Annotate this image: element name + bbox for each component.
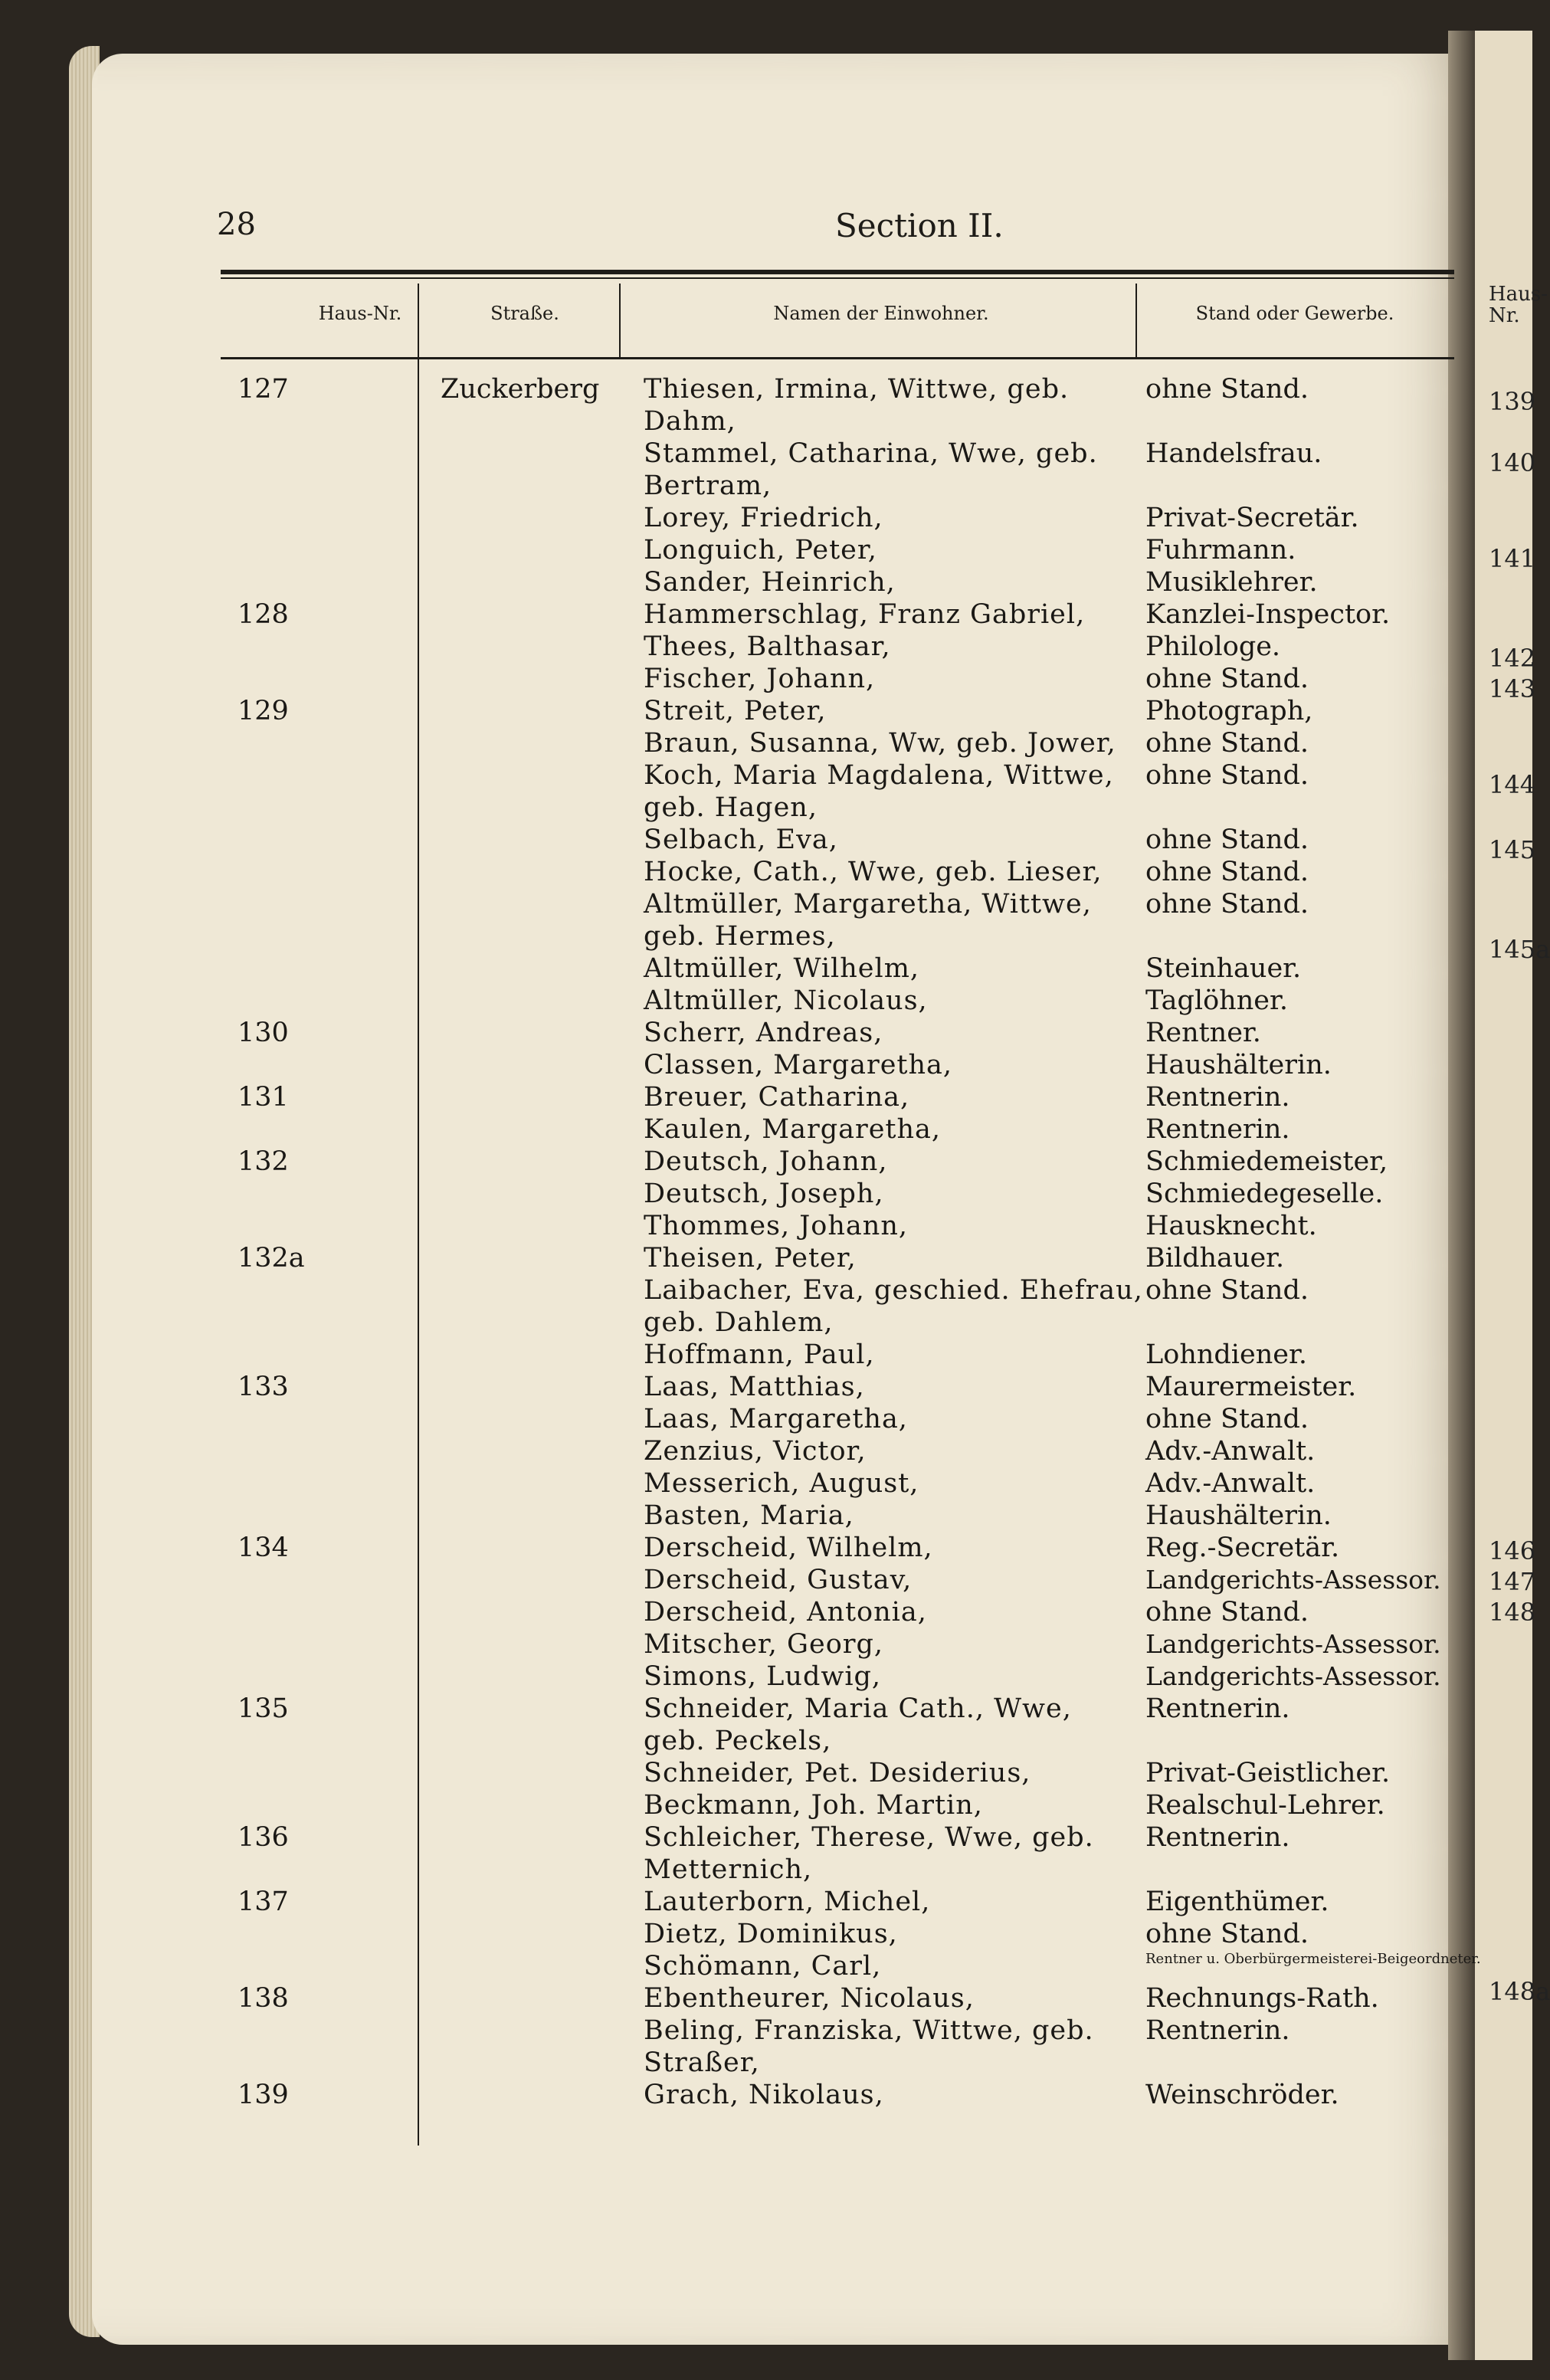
table-row [0, 1693, 1379, 1726]
stand-cell: Steinhauer. [1145, 953, 1302, 984]
name-cell: Breuer, Catharina, [644, 1082, 910, 1113]
name-cell: Deutsch, Johann, [644, 1146, 888, 1177]
name-cell: Beckmann, Joh. Martin, [644, 1790, 983, 1821]
table-row [0, 1436, 1379, 1468]
next-page-house-number: 148 [1489, 1598, 1536, 1627]
name-cell: geb. Peckels, [644, 1726, 832, 1756]
table-row [0, 921, 1379, 953]
table-row [0, 567, 1379, 599]
table-row [0, 599, 1391, 631]
haus-cell: 131 [238, 1082, 289, 1113]
name-cell: geb. Hagen, [644, 792, 818, 823]
next-page-house-number: 148a [1489, 1977, 1550, 2006]
stand-cell: Eigenthümer. [1145, 1887, 1329, 1917]
stand-cell: Rentner. [1145, 1018, 1261, 1048]
stand-cell: ohne Stand. [1145, 760, 1309, 791]
table-row [0, 470, 1379, 503]
name-cell: Lorey, Friedrich, [644, 503, 883, 533]
stand-cell: ohne Stand. [1145, 1919, 1309, 1949]
name-cell: Hocke, Cath., Wwe, geb. Lieser, [644, 857, 1103, 887]
haus-cell: 132 [238, 1146, 289, 1177]
stand-cell: Rentner u. Oberbürgermeisterei-Beigeordneter. [1145, 1951, 1481, 1967]
name-cell: Dahm, [644, 406, 736, 437]
table-row [0, 760, 1379, 792]
column-divider-namen [1135, 284, 1137, 357]
stand-cell: Schmiedemeister, [1145, 1146, 1388, 1177]
strasse-cell: Zuckerberg [441, 374, 600, 405]
name-cell: Straßer, [644, 2047, 760, 2078]
name-cell: Bertram, [644, 470, 772, 501]
stand-cell: Schmiedegeselle. [1145, 1179, 1384, 1209]
table-row [0, 1275, 1379, 1307]
stand-cell: Rentnerin. [1145, 1082, 1290, 1113]
haus-cell: 134 [238, 1533, 289, 1563]
stand-cell: Kanzlei-Inspector. [1145, 599, 1391, 630]
name-cell: Kaulen, Margaretha, [644, 1114, 942, 1145]
haus-cell: 138 [238, 1983, 289, 2014]
table-row [0, 792, 1379, 824]
stand-cell: ohne Stand. [1145, 664, 1309, 694]
table-row [0, 728, 1379, 760]
table-row [0, 664, 1379, 696]
name-cell: Zenzius, Victor, [644, 1436, 867, 1467]
table-row [0, 1339, 1379, 1372]
table-row [0, 1629, 1441, 1661]
next-page-house-number: 145 [1489, 835, 1536, 864]
table-row [0, 1211, 1379, 1243]
table-row [0, 1661, 1441, 1693]
stand-cell: ohne Stand. [1145, 824, 1309, 855]
name-cell: Theisen, Peter, [644, 1243, 857, 1274]
table-row [0, 1951, 1481, 1983]
stand-cell: ohne Stand. [1145, 374, 1309, 405]
table-row [0, 1822, 1379, 1854]
book-spine [1448, 31, 1479, 2360]
stand-cell: Taglöhner. [1145, 985, 1288, 1016]
table-row [0, 2015, 1379, 2047]
name-cell: Altmüller, Margaretha, Wittwe, [644, 889, 1092, 920]
next-page-house-number: 143 [1489, 674, 1536, 703]
table-row [0, 1854, 1379, 1887]
name-cell: Dietz, Dominikus, [644, 1919, 898, 1949]
name-cell: Schneider, Pet. Desiderius, [644, 1758, 1031, 1788]
name-cell: Selbach, Eva, [644, 824, 838, 855]
column-divider-strasse [619, 284, 621, 357]
table-row [0, 631, 1379, 664]
name-cell: Deutsch, Joseph, [644, 1179, 884, 1209]
name-cell: Sander, Heinrich, [644, 567, 896, 598]
name-cell: Laas, Matthias, [644, 1372, 865, 1402]
name-cell: Grach, Nikolaus, [644, 2080, 884, 2110]
stand-cell: Fuhrmann. [1145, 535, 1296, 565]
table-row [0, 1372, 1379, 1404]
stand-cell: Landgerichts-Assessor. [1145, 1565, 1441, 1595]
table-row [0, 1758, 1391, 1790]
name-cell: Stammel, Catharina, Wwe, geb. [644, 438, 1098, 469]
table-row [0, 1018, 1379, 1050]
name-cell: Altmüller, Nicolaus, [644, 985, 928, 1016]
stand-cell: Rechnungs-Rath. [1145, 1983, 1379, 2014]
stand-cell: Musiklehrer. [1145, 567, 1318, 598]
stand-cell: Bildhauer. [1145, 1243, 1285, 1274]
stand-cell: Privat-Secretär. [1145, 503, 1359, 533]
table-row [0, 985, 1379, 1018]
table-row [0, 1179, 1384, 1211]
name-cell: Classen, Margaretha, [644, 1050, 953, 1080]
stand-cell: Privat-Geistlicher. [1145, 1758, 1391, 1788]
haus-cell: 129 [238, 696, 289, 726]
table-row [0, 889, 1379, 921]
next-page-edge [1475, 31, 1550, 2360]
next-page-house-number: 142 [1489, 644, 1536, 673]
name-cell: Thees, Balthasar, [644, 631, 891, 662]
stand-cell: ohne Stand. [1145, 1597, 1309, 1628]
table-row [0, 1790, 1385, 1822]
name-cell: geb. Hermes, [644, 921, 836, 952]
table-row [0, 2080, 1379, 2112]
stand-cell: Realschul-Lehrer. [1145, 1790, 1385, 1821]
table-row [0, 1468, 1379, 1500]
name-cell: Ebentheurer, Nicolaus, [644, 1983, 975, 2014]
table-row [0, 1533, 1379, 1565]
header-rule-bottom [221, 357, 1454, 359]
haus-cell: 136 [238, 1822, 289, 1853]
next-page-house-number: 141 [1489, 544, 1536, 573]
stand-cell: ohne Stand. [1145, 1275, 1309, 1306]
name-cell: Derscheid, Wilhelm, [644, 1533, 933, 1563]
table-row [0, 535, 1379, 567]
stand-cell: Landgerichts-Assessor. [1145, 1661, 1441, 1691]
stand-cell: ohne Stand. [1145, 889, 1309, 920]
next-page-house-number: 147 [1489, 1567, 1536, 1596]
name-cell: Laibacher, Eva, geschied. Ehefrau, [644, 1275, 1143, 1306]
next-page-house-number: 139 [1489, 387, 1536, 416]
stand-cell: Maurermeister. [1145, 1372, 1357, 1402]
stand-cell: Reg.-Secretär. [1145, 1533, 1340, 1563]
name-cell: Basten, Maria, [644, 1500, 854, 1531]
name-cell: Simons, Ludwig, [644, 1661, 882, 1692]
next-page-header: Haus-Nr. [1489, 283, 1548, 327]
name-cell: Mitscher, Georg, [644, 1629, 884, 1660]
name-cell: Messerich, August, [644, 1468, 919, 1499]
table-row [0, 438, 1379, 470]
name-cell: Metternich, [644, 1854, 813, 1885]
name-cell: Derscheid, Gustav, [644, 1565, 913, 1595]
stand-cell: Landgerichts-Assessor. [1145, 1629, 1441, 1659]
stand-cell: ohne Stand. [1145, 1404, 1309, 1434]
table-row [0, 1146, 1388, 1179]
table-row [0, 953, 1379, 985]
stand-cell: Rentnerin. [1145, 1114, 1290, 1145]
header-rule-top-thin [221, 277, 1454, 279]
haus-cell: 128 [238, 599, 289, 630]
stand-cell: Haushälterin. [1145, 1050, 1332, 1080]
name-cell: Thommes, Johann, [644, 1211, 908, 1241]
page-number: 28 [217, 207, 256, 242]
table-row [0, 1919, 1379, 1951]
stand-cell: Adv.-Anwalt. [1145, 1468, 1316, 1499]
table-row [0, 1307, 1379, 1339]
stand-cell: Handelsfrau. [1145, 438, 1322, 469]
name-cell: Schneider, Maria Cath., Wwe, [644, 1693, 1072, 1724]
name-cell: Laas, Margaretha, [644, 1404, 908, 1434]
stand-cell: ohne Stand. [1145, 728, 1309, 759]
haus-cell: 130 [238, 1018, 289, 1048]
stand-cell: ohne Stand. [1145, 857, 1309, 887]
table-row [0, 824, 1379, 857]
table-row [0, 2047, 1379, 2080]
next-page-house-number: 140 [1489, 448, 1536, 477]
name-cell: Hoffmann, Paul, [644, 1339, 875, 1370]
name-cell: Longuich, Peter, [644, 535, 877, 565]
name-cell: Schleicher, Therese, Wwe, geb. [644, 1822, 1094, 1853]
haus-cell: 132a [238, 1243, 305, 1274]
table-row [0, 857, 1379, 889]
table-row [0, 1887, 1379, 1919]
stand-cell: Weinschröder. [1145, 2080, 1339, 2110]
name-cell: Thiesen, Irmina, Wittwe, geb. [644, 374, 1070, 405]
column-header-stand: Stand oder Gewerbe. [1195, 303, 1394, 324]
column-header-namen: Namen der Einwohner. [773, 303, 989, 324]
name-cell: Braun, Susanna, Ww, geb. Jower, [644, 728, 1116, 759]
table-row [0, 1500, 1379, 1533]
stand-cell: Rentnerin. [1145, 2015, 1290, 2046]
table-row [0, 1983, 1379, 2015]
stand-cell: Lohndiener. [1145, 1339, 1307, 1370]
table-row [0, 1050, 1379, 1082]
table-row [0, 1082, 1379, 1114]
table-row [0, 1726, 1379, 1758]
table-row [0, 1243, 1379, 1275]
next-page-house-number: 145a [1489, 935, 1550, 964]
table-row [0, 696, 1379, 728]
name-cell: geb. Dahlem, [644, 1307, 834, 1338]
name-cell: Koch, Maria Magdalena, Wittwe, [644, 760, 1114, 791]
stand-cell: Photograph, [1145, 696, 1313, 726]
next-page-house-number: 144 [1489, 770, 1536, 799]
haus-cell: 139 [238, 2080, 289, 2110]
name-cell: Scherr, Andreas, [644, 1018, 883, 1048]
name-cell: Altmüller, Wilhelm, [644, 953, 920, 984]
haus-cell: 135 [238, 1693, 289, 1724]
stand-cell: Rentnerin. [1145, 1693, 1290, 1724]
header-rule-top [221, 270, 1454, 274]
name-cell: Streit, Peter, [644, 696, 827, 726]
stand-cell: Haushälterin. [1145, 1500, 1332, 1531]
haus-cell: 137 [238, 1887, 289, 1917]
table-row [0, 406, 1379, 438]
table-row [0, 1597, 1379, 1629]
stand-cell: Rentnerin. [1145, 1822, 1290, 1853]
haus-cell: 127 [238, 374, 289, 405]
stand-cell: Philologe. [1145, 631, 1281, 662]
table-row [0, 1114, 1379, 1146]
section-title: Section II. [835, 207, 1004, 244]
table-row [0, 374, 1379, 406]
stand-cell: Hausknecht. [1145, 1211, 1317, 1241]
column-header-haus: Haus-Nr. [318, 303, 402, 324]
name-cell: Hammerschlag, Franz Gabriel, [644, 599, 1086, 630]
next-page-house-number: 146 [1489, 1536, 1536, 1565]
name-cell: Fischer, Johann, [644, 664, 876, 694]
stand-cell: Adv.-Anwalt. [1145, 1436, 1316, 1467]
table-row [0, 1404, 1379, 1436]
name-cell: Lauterborn, Michel, [644, 1887, 931, 1917]
name-cell: Beling, Franziska, Wittwe, geb. [644, 2015, 1094, 2046]
name-cell: Schömann, Carl, [644, 1951, 882, 1982]
column-header-strasse: Straße. [490, 303, 559, 324]
table-row [0, 1565, 1441, 1597]
table-row [0, 503, 1379, 535]
name-cell: Derscheid, Antonia, [644, 1597, 927, 1628]
haus-cell: 133 [238, 1372, 289, 1402]
